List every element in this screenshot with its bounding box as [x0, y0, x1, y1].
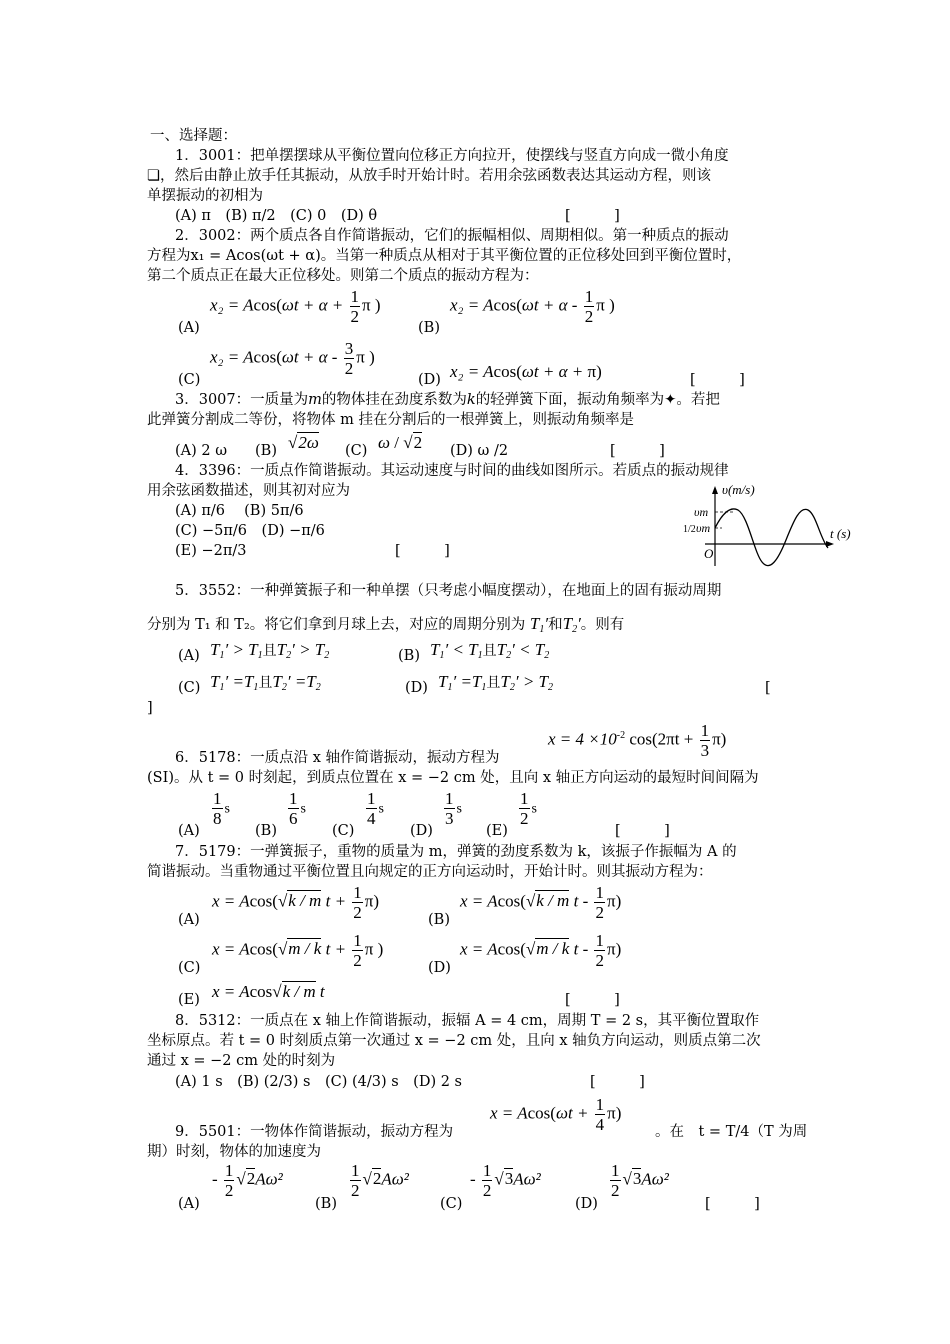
q5-line1: 5．3552：一种弹簧振子和一种单摆（只考虑小幅度摆动），在地面上的固有振动周期: [175, 583, 722, 599]
q3-omega-glyph: ✦: [664, 392, 677, 408]
q2-option-c-formula: x₂ = Acos(ωt + α - $\frac{3}{2}$ π ): [210, 339, 375, 378]
q4-options-row3: (E) −2π/3: [175, 543, 247, 559]
q8-line1: 8．5312：一质点在 x 轴上作简谐振动，振辐 A = 4 cm，周期 T = 2 s，其平衡位置取作: [175, 1013, 760, 1029]
graph-half-vm-label: υm: [696, 521, 711, 535]
q3-option-d: (D) ω /2: [450, 443, 509, 459]
q2-answer-bracket: [ ]: [690, 372, 745, 388]
q2-line3: 第二个质点正在最大正位移处。则第二个质点的振动方程为：: [147, 268, 539, 284]
q9-answer-bracket: [ ]: [705, 1196, 760, 1212]
q5-option-a-label: (A): [178, 648, 200, 664]
q5-option-c-label: (C): [178, 680, 201, 696]
q1-line1: 1．3001：把单摆摆球从平衡位置向位移正方向拉开，使摆线与竖直方向成一微小角度: [175, 148, 729, 164]
q4-line1: 4．3396：一质点作简谐振动。其运动速度与时间的曲线如图所示。若质点的振动规律: [175, 463, 729, 479]
q3-option-b-formula: √2ω: [288, 433, 319, 452]
q7-option-d-formula: x = Acos(√m / k t - $\frac{1}{2}$ π): [460, 931, 622, 970]
q5-answer-bracket-open: [: [765, 680, 771, 696]
q6-answer-bracket: [ ]: [615, 823, 670, 839]
q7-option-c-formula: x = Acos(√m / k t + $\frac{1}{2}$ π ): [212, 931, 384, 970]
q1-theta-glyph: ❏: [147, 168, 160, 184]
q9-option-a-formula: - $\frac{1}{2}$ √2Aω²: [212, 1161, 283, 1200]
graph-y-axis-label: υ(m/s): [722, 482, 755, 497]
q1-options: (A) π (B) π/2 (C) 0 (D) θ: [175, 208, 378, 224]
q8-answer-bracket: [ ]: [590, 1074, 645, 1090]
q2-line1: 2．3002：两个质点各自作简谐振动，它们的振幅相似、周期相似。第一种质点的振动: [175, 228, 729, 244]
q7-option-d-label: (D): [428, 960, 451, 976]
q9-line1b: 。在 t = T/4（T 为周: [655, 1124, 808, 1140]
q9-equation: x = Acos(ωt + $\frac{1}{4}$ π): [490, 1095, 622, 1134]
q6-option-c-label: (C): [332, 823, 355, 839]
q9-option-b-label: (B): [315, 1196, 337, 1212]
q5-option-b-formula: $T_1' < T_1$且$T_2' < T_2$: [430, 640, 550, 661]
q7-option-a-label: (A): [178, 912, 200, 928]
q6-line2: (SI)。从 t = 0 时刻起，到质点位置在 x = −2 cm 处，且向 x 轴正方向运动的最短时间间隔为: [147, 770, 759, 786]
q2-option-d-label: (D): [418, 372, 441, 388]
q2-line2: 方程为x₁ = Acos(ωt + α)。当第一种质点从相对于其平衡位置的正位移处回到平衡位置时，: [147, 248, 742, 264]
q6-option-d-label: (D): [410, 823, 433, 839]
q3-line2: 此弹簧分割成二等份，将物体 m 挂在分割后的一根弹簧上，则振动角频率是: [147, 412, 634, 428]
q1-line2: ，然后由静止放手任其振动，从放手时开始计时。若用余弦函数表达其运动方程，则该: [160, 168, 711, 184]
q3-option-a: (A) 2 ω: [175, 443, 228, 459]
q9-option-d-formula: $\frac{1}{2}$ √3Aω²: [611, 1161, 669, 1200]
q4-options-row1: (A) π/6 (B) 5π/6: [175, 503, 304, 519]
q6-line1: 6．5178：一质点沿 x 轴作简谐振动，振动方程为: [175, 750, 500, 766]
q3-option-c-label: (C): [345, 443, 368, 459]
section-title: 一、选择题：: [150, 128, 237, 144]
q3-option-c-formula: ω / √2: [378, 433, 423, 452]
q9-line1a: 9．5501：一物体作简谐振动，振动方程为: [175, 1124, 454, 1140]
q7-option-c-label: (C): [178, 960, 201, 976]
q2-option-a-label: (A): [178, 320, 200, 336]
q7-option-a-formula: x = Acos(√k / m t + $\frac{1}{2}$ π): [212, 883, 380, 922]
q6-equation: $x = 4 \times 10^{-2}$ cos(2πt + $\frac{1}{3}$ π): [548, 721, 727, 760]
q5-answer-bracket-close: ]: [147, 700, 153, 716]
q5-option-d-formula: $T_1' =T_1$且$T_2' > T_2$: [438, 672, 553, 693]
q8-line3: 通过 x = −2 cm 处的时刻为: [147, 1053, 336, 1069]
q5-option-a-formula: $T_1' > T_1$且$T_2' > T_2$: [210, 640, 330, 661]
q9-option-b-formula: $\frac{1}{2}$ √2Aω²: [351, 1161, 409, 1200]
q7-answer-bracket: [ ]: [565, 992, 620, 1008]
q6-option-d-value: $\frac{1}{3}$ s: [445, 789, 462, 828]
q1-answer-bracket: [ ]: [565, 208, 620, 224]
q2-option-b-label: (B): [418, 320, 440, 336]
q8-options: (A) 1 s (B) (2/3) s (C) (4/3) s (D) 2 s: [175, 1074, 462, 1090]
graph-origin-label: O: [704, 546, 714, 561]
q9-line2: 期）时刻，物体的加速度为: [147, 1144, 321, 1160]
q5-option-d-label: (D): [405, 680, 428, 696]
q6-option-b-label: (B): [255, 823, 277, 839]
q7-option-b-label: (B): [428, 912, 450, 928]
q2-option-d-formula: x₂ = Acos(ωt + α + π): [450, 362, 602, 381]
q3-answer-bracket: [ ]: [610, 443, 665, 459]
q6-option-c-value: $\frac{1}{4}$ s: [367, 789, 384, 828]
q9-option-a-label: (A): [178, 1196, 200, 1212]
q2-option-a-formula: x₂ = Acos(ωt + α + $\frac{1}{2}$ π ): [210, 287, 381, 326]
q2-option-b-formula: x₂ = Acos(ωt + α - $\frac{1}{2}$ π ): [450, 287, 615, 326]
velocity-time-graph: [680, 482, 870, 572]
q8-line2: 坐标原点。若 t = 0 时刻质点第一次通过 x = −2 cm 处，且向 x 轴负方向运动，则质点第二次: [147, 1033, 761, 1049]
q3-option-b-label: (B): [255, 443, 277, 459]
velocity-curve: [715, 509, 828, 566]
q6-option-a-value: $\frac{1}{8}$ s: [213, 789, 230, 828]
q2-option-c-label: (C): [178, 372, 201, 388]
q4-options-row2: (C) −5π/6 (D) −π/6: [175, 523, 325, 539]
q5-option-c-formula: $T_1' =T_1$且$T_2' =T_2$: [210, 672, 321, 693]
q6-option-e-label: (E): [486, 823, 508, 839]
q7-option-e-formula: x = Acos√k / m t: [212, 982, 325, 1001]
q7-option-e-label: (E): [178, 992, 200, 1008]
q6-option-b-value: $\frac{1}{6}$ s: [289, 789, 306, 828]
q6-option-e-value: $\frac{1}{2}$ s: [520, 789, 537, 828]
q1-line3: 单摆振动的初相为: [147, 188, 263, 204]
q4-answer-bracket: [ ]: [395, 543, 450, 559]
q3-line1: 3．3007：一质量为m的物体挂在劲度系数为k的轻弹簧下面，振动角频率为✦。若把: [175, 392, 720, 408]
q5-line2: 分别为 T₁ 和 T₂。将它们拿到月球上去，对应的周期分别为 $T_1'$和$T_2'$。则有: [147, 614, 625, 635]
q9-option-c-formula: - $\frac{1}{2}$ √3Aω²: [470, 1161, 541, 1200]
graph-x-axis-label: t (s): [830, 526, 851, 541]
q7-option-b-formula: x = Acos(√k / m t - $\frac{1}{2}$ π): [460, 883, 622, 922]
q7-line2: 简谐振动。当重物通过平衡位置且向规定的正方向运动时，开始计时。则其振动方程为：: [147, 864, 713, 880]
q6-option-a-label: (A): [178, 823, 200, 839]
q5-option-b-label: (B): [398, 648, 420, 664]
q4-line2: 用余弦函数描述，则其初对应为: [147, 483, 350, 499]
graph-vm-label: υm: [694, 505, 709, 519]
graph-half-label: 1/2: [683, 524, 696, 535]
q7-line1: 7．5179：一弹簧振子，重物的质量为 m，弹簧的劲度系数为 k，该振子作振幅为 A 的: [175, 844, 737, 860]
q9-option-c-label: (C): [440, 1196, 463, 1212]
q9-option-d-label: (D): [575, 1196, 598, 1212]
